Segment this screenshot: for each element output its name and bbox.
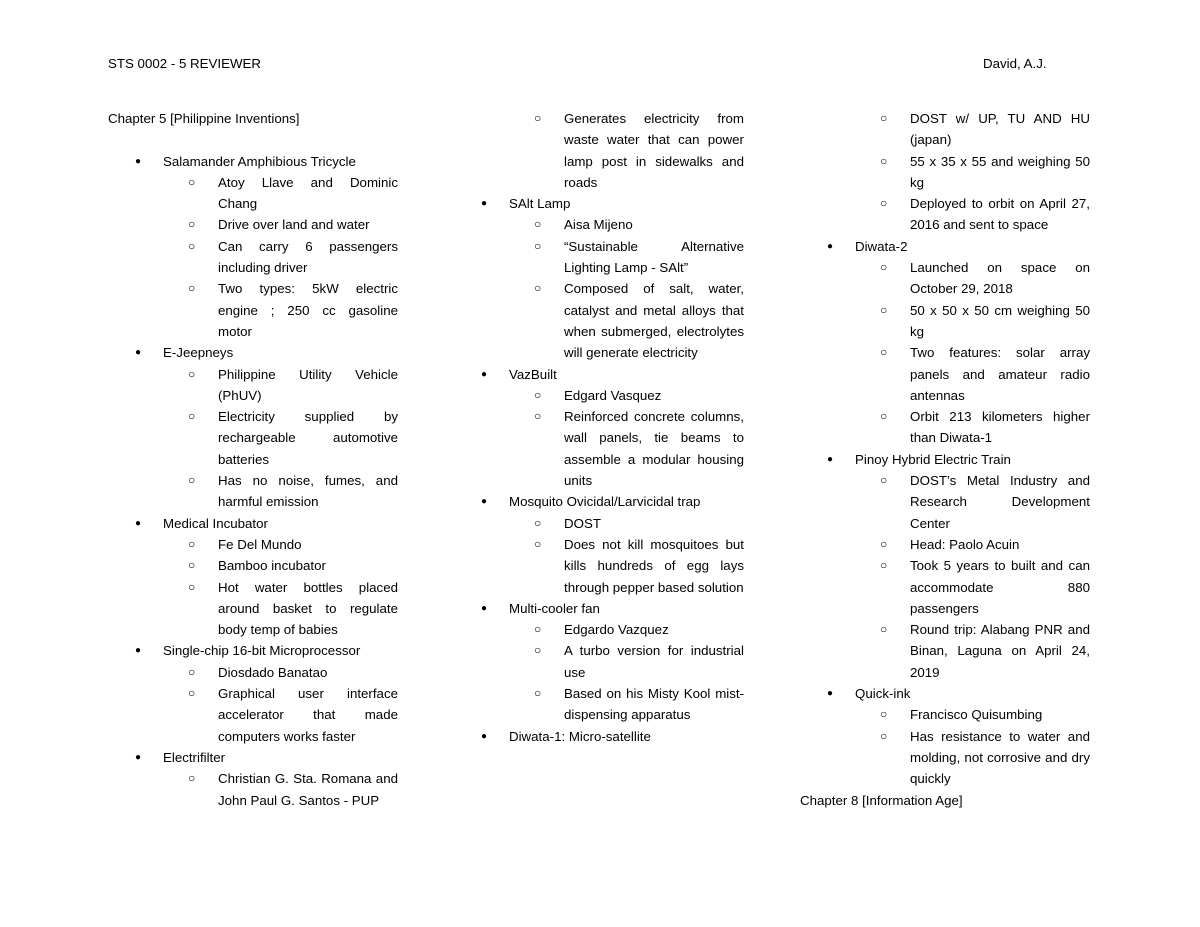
list-item [108,747,398,768]
sub-list-item [800,406,1090,449]
circle-bullet-icon: ○ [534,536,542,551]
circle-bullet-icon: ○ [880,728,888,743]
sub-list-item [108,278,398,342]
list-item-title: SAlt Lamp [509,196,571,212]
circle-bullet-icon: ○ [188,217,196,232]
sub-list-item-text: Hot water bottles placed around basket to regulate body temp of babies [218,579,398,638]
sub-list-item [108,555,398,576]
sub-list-item-text: Diosdado Banatao [218,664,328,680]
sub-list-item-text: Fe Del Mundo [218,536,302,552]
sub-list-item [800,300,1090,343]
spacer [108,129,398,150]
list-item-title: VazBuilt [509,366,557,382]
list-item [454,491,744,512]
bullet-icon: ● [827,688,834,700]
list-item-title: Mosquito Ovicidal/Larvicidal trap [509,494,701,510]
sub-list-item [454,683,744,726]
circle-bullet-icon: ○ [880,409,888,424]
sub-list-item [108,172,398,215]
sub-list-item [454,385,744,406]
bullet-icon: ● [481,198,488,210]
circle-bullet-icon: ○ [880,622,888,637]
header-left-title: STS 0002 - 5 REVIEWER [108,56,261,71]
list-item-title: E-Jeepneys [163,345,234,361]
sub-list-item-text: Atoy Llave and Dominic Chang [218,174,398,212]
circle-bullet-icon: ○ [188,536,196,551]
circle-bullet-icon: ○ [880,196,888,211]
circle-bullet-icon: ○ [188,686,196,701]
sub-list-item-text: Generates electricity from waste water that can power lamp post in sidewalks and roads [564,111,744,190]
sub-list-item-text: Can carry 6 passengers including driver [218,238,398,276]
circle-bullet-icon: ○ [188,281,196,296]
circle-bullet-icon: ○ [188,366,196,381]
sub-list-item [108,470,398,513]
bullet-icon: ● [135,155,142,167]
circle-bullet-icon: ○ [188,238,196,253]
chapter-heading: Chapter 8 [Information Age] [800,792,963,808]
circle-bullet-icon: ○ [880,473,888,488]
circle-bullet-icon: ○ [188,579,196,594]
circle-bullet-icon: ○ [880,260,888,275]
column-3 [800,108,1090,811]
sub-list-item [108,768,398,811]
bullet-icon: ● [481,602,488,614]
circle-bullet-icon: ○ [188,174,196,189]
circle-bullet-icon: ○ [188,473,196,488]
sub-list-item-text: Philippine Utility Vehicle (PhUV) [218,366,398,403]
bullet-icon: ● [135,517,142,529]
sub-list-item-text: A turbo version for industrial use [564,643,744,680]
circle-bullet-icon: ○ [534,643,542,658]
list-item-title: Medical Incubator [163,515,268,531]
sub-list-item-text: 55 x 35 x 55 and weighing 50 kg [910,153,1090,190]
sub-list-item-text: DOST [564,515,601,531]
list-item-title: Diwata-2 [855,238,908,254]
sub-list-item-text: Drive over land and water [218,217,370,233]
sub-list-item [800,534,1090,555]
sub-list-item-text: Graphical user interface accelerator that made computers works faster [218,686,398,744]
sub-list-item-text: DOST’s Metal Industry and Research Development Center [910,473,1090,531]
sub-list-item [108,683,398,747]
list-item [108,513,398,534]
sub-list-item [800,342,1090,406]
bullet-icon: ● [135,347,142,359]
sub-list-item-text: Based on his Misty Kool mist-dispensing apparatus [564,686,744,723]
sub-list-item-text: DOST w/ UP, TU AND HU (japan) [910,111,1090,148]
list-item [108,640,398,661]
sub-list-item [108,577,398,641]
list-item-title: Quick-ink [855,686,911,702]
sub-list-item [108,364,398,407]
sub-list-item [800,151,1090,194]
sub-list-item-text: 50 x 50 x 50 cm weighing 50 kg [910,302,1090,339]
list-item [108,151,398,172]
sub-list-item-text: Orbit 213 kilometers higher than Diwata-1 [910,409,1090,446]
sub-list-item [108,662,398,683]
sub-list-item-text: Two features: solar array panels and amateur radio antennas [910,345,1090,403]
sub-list-item-text: Has resistance to water and molding, not corrosive and dry quickly [910,728,1090,787]
circle-bullet-icon: ○ [534,409,542,424]
sub-list-item-text: Christian G. Sta. Romana and John Paul G. Santos - PUP [218,771,398,808]
sub-list-item-text: Has no noise, fumes, and harmful emission [218,473,398,510]
sub-list-item [800,555,1090,619]
sub-list-item [800,193,1090,236]
circle-bullet-icon: ○ [880,153,888,168]
circle-bullet-icon: ○ [534,387,542,402]
bullet-icon: ● [481,496,488,508]
sub-list-item [454,214,744,235]
sub-list-item-text: Deployed to orbit on April 27, 2016 and sent to space [910,196,1090,233]
list-item [108,342,398,363]
circle-bullet-icon: ○ [188,664,196,679]
column-2 [454,108,744,747]
list-item [454,193,744,214]
sub-list-item [800,619,1090,683]
chapter-heading: Chapter 5 [Philippine Inventions] [108,111,300,126]
sub-list-item [800,108,1090,151]
sub-list-item-text: Took 5 years to built and can accommodate 880 passengers [910,558,1090,616]
sub-list-item-text: Francisco Quisumbing [910,707,1043,723]
circle-bullet-icon: ○ [880,302,888,317]
sub-list-item [108,406,398,470]
circle-bullet-icon: ○ [534,622,542,637]
circle-bullet-icon: ○ [534,111,542,125]
sub-list-item [800,704,1090,725]
sub-list-item-text: Round trip: Alabang PNR and Binan, Laguna on April 24, 2019 [910,622,1090,680]
bullet-icon: ● [481,368,488,380]
sub-list-item [108,214,398,235]
bullet-icon: ● [135,645,142,657]
sub-list-item [454,108,744,193]
column-1 [108,108,398,811]
sub-list-item [108,534,398,555]
bullet-icon: ● [481,730,488,742]
sub-list-item-text: Head: Paolo Acuin [910,536,1020,552]
sub-list-item [454,534,744,598]
list-item-title: Salamander Amphibious Tricycle [163,153,356,169]
sub-list-item-text: Does not kill mosquitoes but kills hundreds of egg lays through pepper based solution [564,536,744,595]
sub-list-item-text: Two types: 5kW electric engine ; 250 cc gasoline motor [218,281,398,339]
circle-bullet-icon: ○ [880,345,888,360]
sub-list-item [454,619,744,640]
circle-bullet-icon: ○ [880,558,888,573]
sub-list-item [454,278,744,363]
sub-list-item [454,513,744,534]
sub-list-item-text: Composed of salt, water, catalyst and metal alloys that when submerged, electrolytes will generate electricity [564,281,744,361]
sub-list-item-text: Aisa Mijeno [564,217,633,233]
list-item [800,236,1090,257]
sub-list-item [454,236,744,279]
list-item [454,364,744,385]
circle-bullet-icon: ○ [534,217,542,232]
sub-list-item [454,406,744,491]
circle-bullet-icon: ○ [880,111,888,125]
sub-list-item [800,726,1090,790]
list-item [800,449,1090,470]
circle-bullet-icon: ○ [188,771,196,786]
sub-list-item-text: Electricity supplied by rechargeable automotive batteries [218,409,398,467]
sub-list-item-text: “Sustainable Alternative Lighting Lamp - SAlt” [564,238,744,276]
sub-list-item-text: Launched on space on October 29, 2018 [910,260,1090,297]
sub-list-item-text: Edgard Vasquez [564,387,662,403]
circle-bullet-icon: ○ [534,238,542,253]
header-right-author: David, A.J. [983,56,1047,71]
circle-bullet-icon: ○ [880,536,888,551]
sub-list-item [800,470,1090,534]
list-item-title: Diwata-1: Micro-satellite [509,728,651,744]
circle-bullet-icon: ○ [880,707,888,722]
list-item-title: Multi-cooler fan [509,600,600,616]
bullet-icon: ● [827,453,834,465]
bullet-icon: ● [135,751,142,763]
list-item-title: Single-chip 16-bit Microprocessor [163,643,361,659]
list-item-title: Pinoy Hybrid Electric Train [855,451,1011,467]
list-item [454,726,744,747]
circle-bullet-icon: ○ [188,409,196,424]
sub-list-item [800,257,1090,300]
sub-list-item [108,236,398,279]
circle-bullet-icon: ○ [534,686,542,701]
circle-bullet-icon: ○ [188,558,196,573]
sub-list-item-text: Edgardo Vazquez [564,622,669,638]
sub-list-item-text: Bamboo incubator [218,558,326,574]
list-item-title: Electrifilter [163,749,226,765]
list-item [454,598,744,619]
sub-list-item-text: Reinforced concrete columns, wall panels, tie beams to assemble a modular housing units [564,409,744,489]
bullet-icon: ● [827,240,834,252]
sub-list-item [454,640,744,683]
circle-bullet-icon: ○ [534,281,542,296]
list-item [800,683,1090,704]
circle-bullet-icon: ○ [534,515,542,530]
